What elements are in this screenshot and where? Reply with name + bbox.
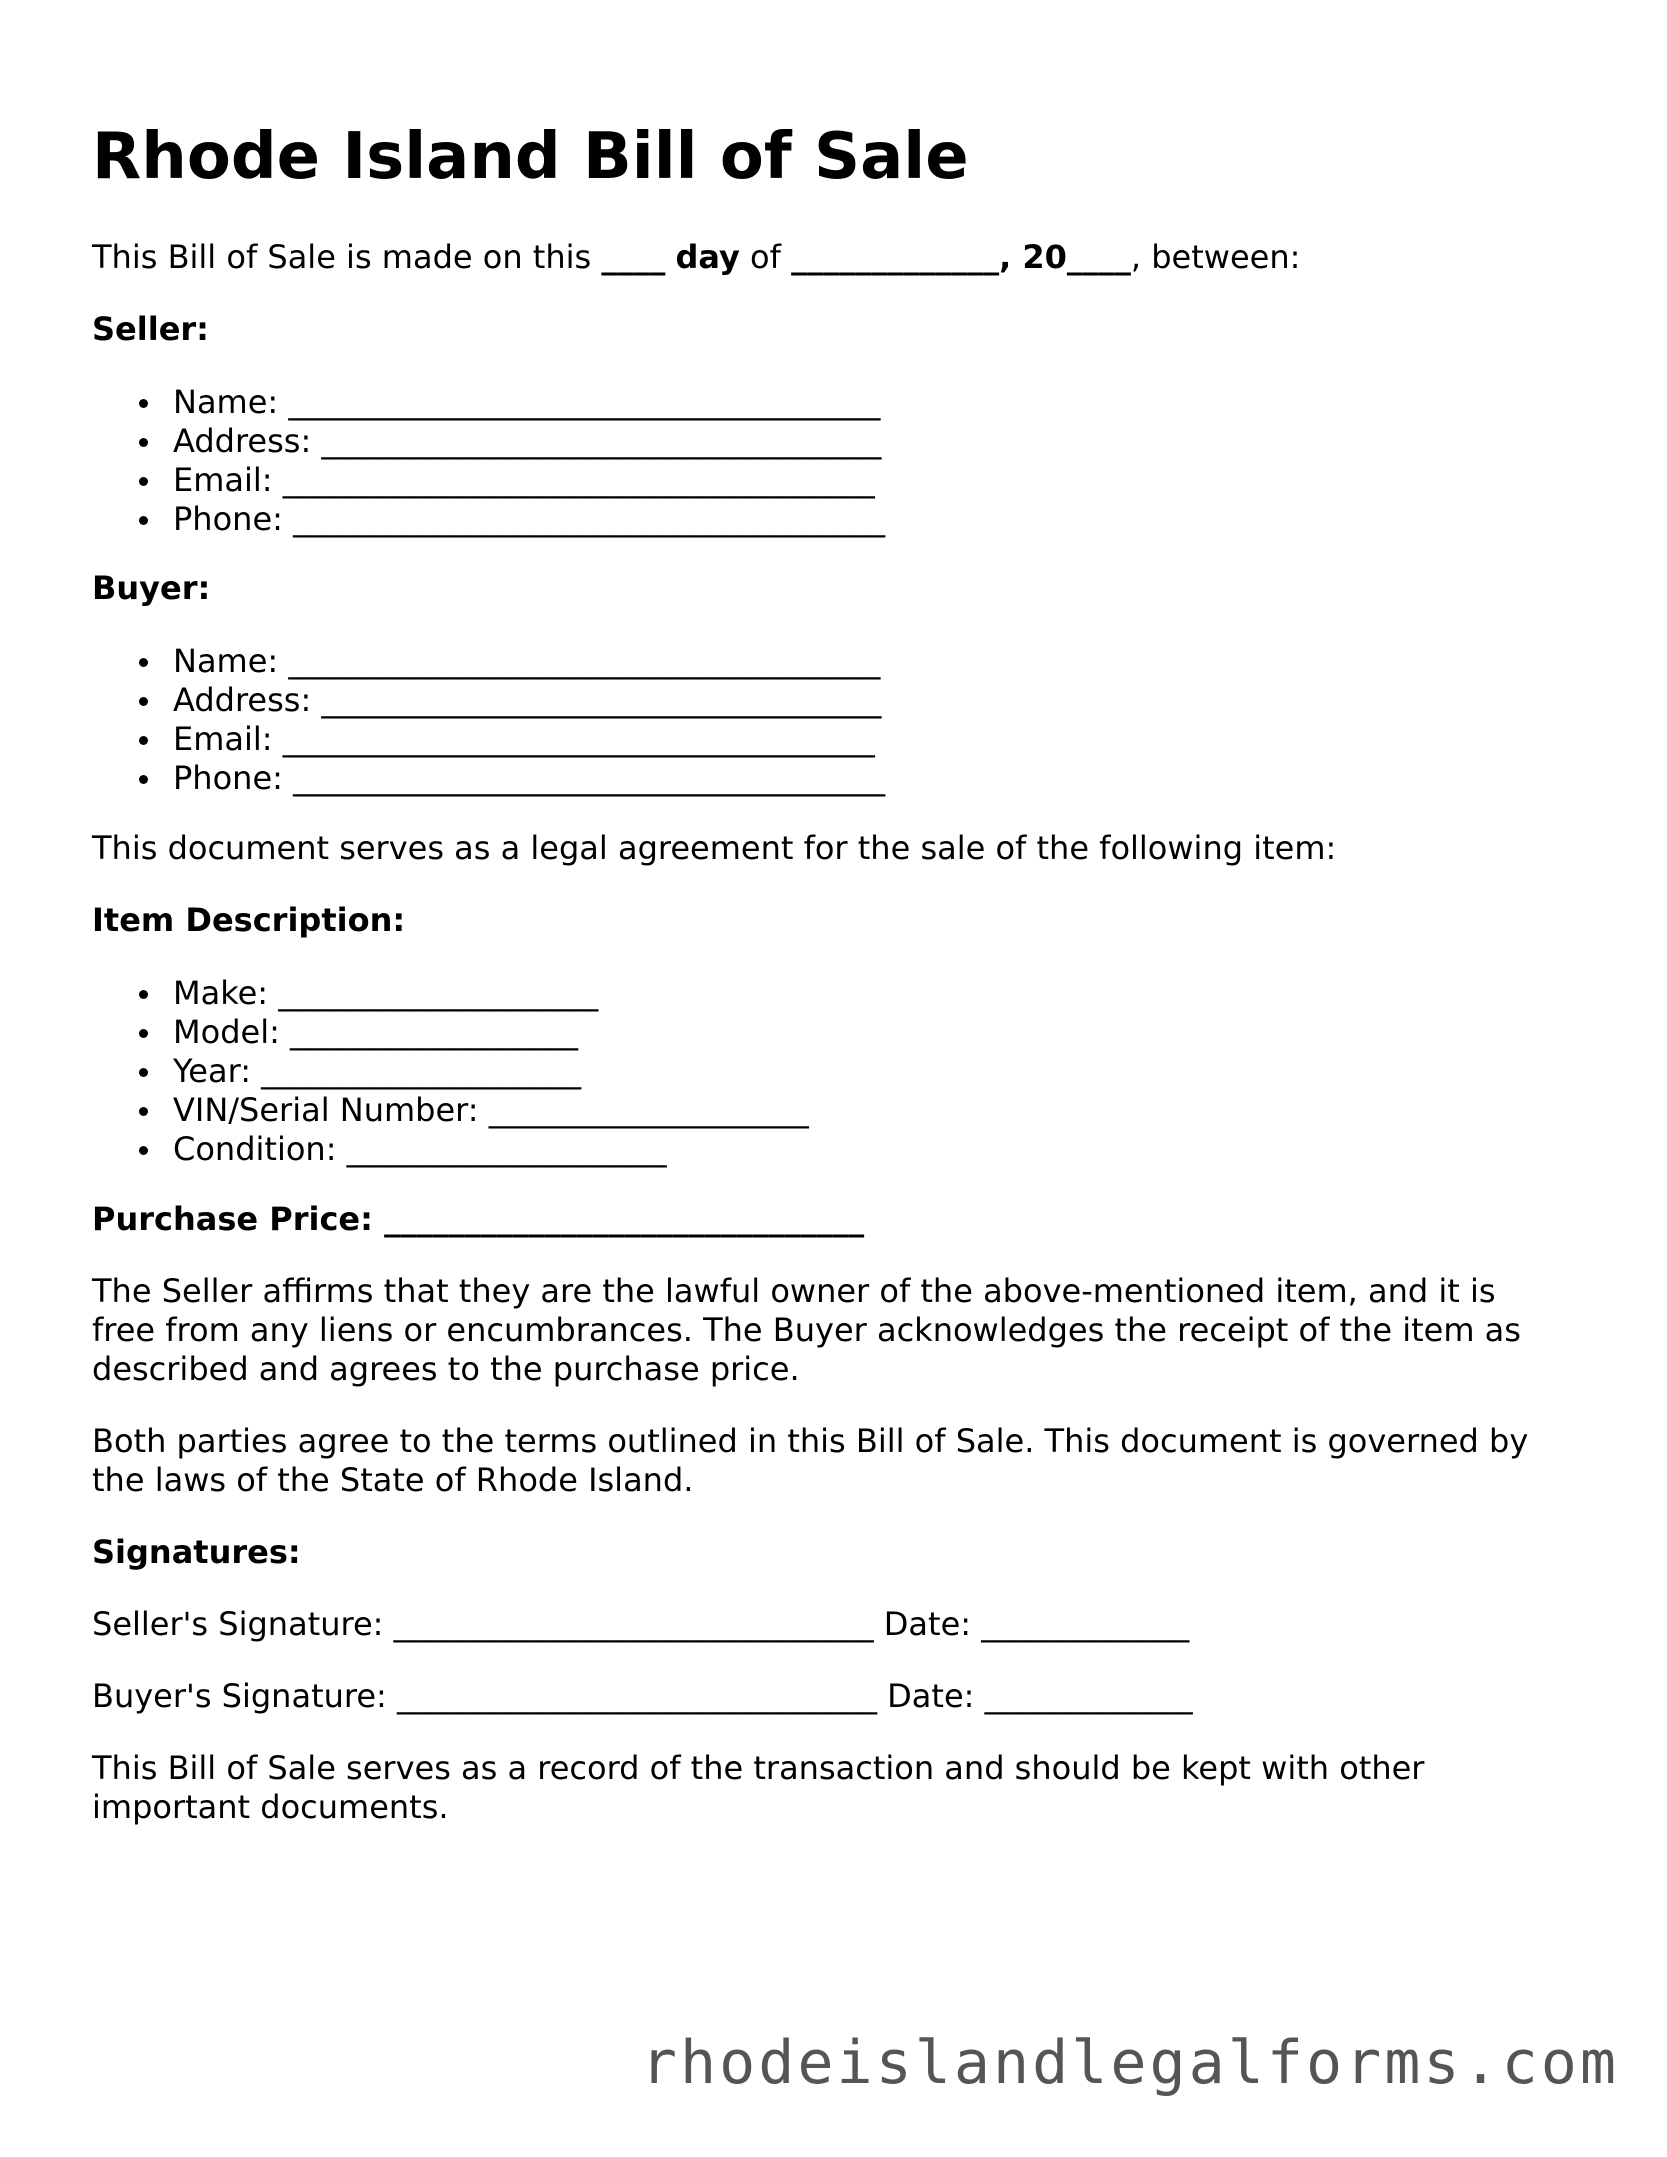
buyer-name-field: Name: _____________________________________ [92,642,885,681]
item-make-field: Make: ____________________ [92,974,809,1013]
intro-line [92,237,1300,277]
seller-email-field: Email: _____________________________________ [92,461,885,500]
closing-line-1: This Bill of Sale serves as a record of the transaction and should be kept with other [92,1749,1425,1787]
year-blank: ____ [1066,238,1131,276]
item-model-field: Model: __________________ [92,1013,809,1052]
governing-line-2: the laws of the State of Rhode Island. [92,1461,694,1499]
closing-line-2: important documents. [92,1788,449,1826]
buyer-heading: Buyer: [92,569,211,607]
item-fields [92,974,809,1169]
seller-phone-field: Phone: _____________________________________ [92,500,885,539]
affirmation-line-1: The Seller affirms that they are the lawful owner of the above-mentioned item, and it is [92,1272,1496,1310]
item-vin-field: VIN/Serial Number: ____________________ [92,1091,809,1130]
buyer-phone-field: Phone: _____________________________________ [92,759,885,798]
seller-heading: Seller: [92,310,209,348]
purchase-price-blank: ______________________________ [384,1200,865,1238]
item-year-field: Year: ____________________ [92,1052,809,1091]
month-blank: _____________ [791,238,1000,276]
year-prefix: , 20 [999,238,1067,276]
buyer-address-field: Address: ___________________________________ [92,681,885,720]
item-heading: Item Description: [92,901,406,939]
buyer-email-field: Email: _____________________________________ [92,720,885,759]
watermark: rhodeislandlegalforms.com [640,2028,1619,2098]
seller-name-field: Name: _____________________________________ [92,383,885,422]
governing-line-1: Both parties agree to the terms outlined in this Bill of Sale. This document is governed by [92,1422,1529,1460]
seller-address-field: Address: ___________________________________ [92,422,885,461]
purchase-price-line [92,1199,864,1239]
page-title: Rhode Island Bill of Sale [92,120,969,194]
intro-suffix: , between: [1130,238,1301,276]
buyer-signature-line: Buyer's Signature: ______________________________ Date: _____________ [92,1677,1193,1715]
seller-signature-line: Seller's Signature: ______________________________ Date: _____________ [92,1605,1190,1643]
day-blank: ____ [601,238,666,276]
of-word: of [750,238,781,276]
affirmation-line-2: free from any liens or encumbrances. The Buyer acknowledges the receipt of the item as [92,1311,1521,1349]
signatures-heading: Signatures: [92,1533,301,1571]
item-condition-field: Condition: ____________________ [92,1130,809,1169]
purchase-price-label: Purchase Price: [92,1200,373,1238]
intro-prefix: This Bill of Sale is made on this [92,238,592,276]
seller-fields [92,383,885,539]
agreement-text: This document serves as a legal agreement for the sale of the following item: [92,829,1337,867]
day-word: day [675,238,740,276]
buyer-fields [92,642,885,798]
affirmation-line-3: described and agrees to the purchase price. [92,1350,800,1388]
